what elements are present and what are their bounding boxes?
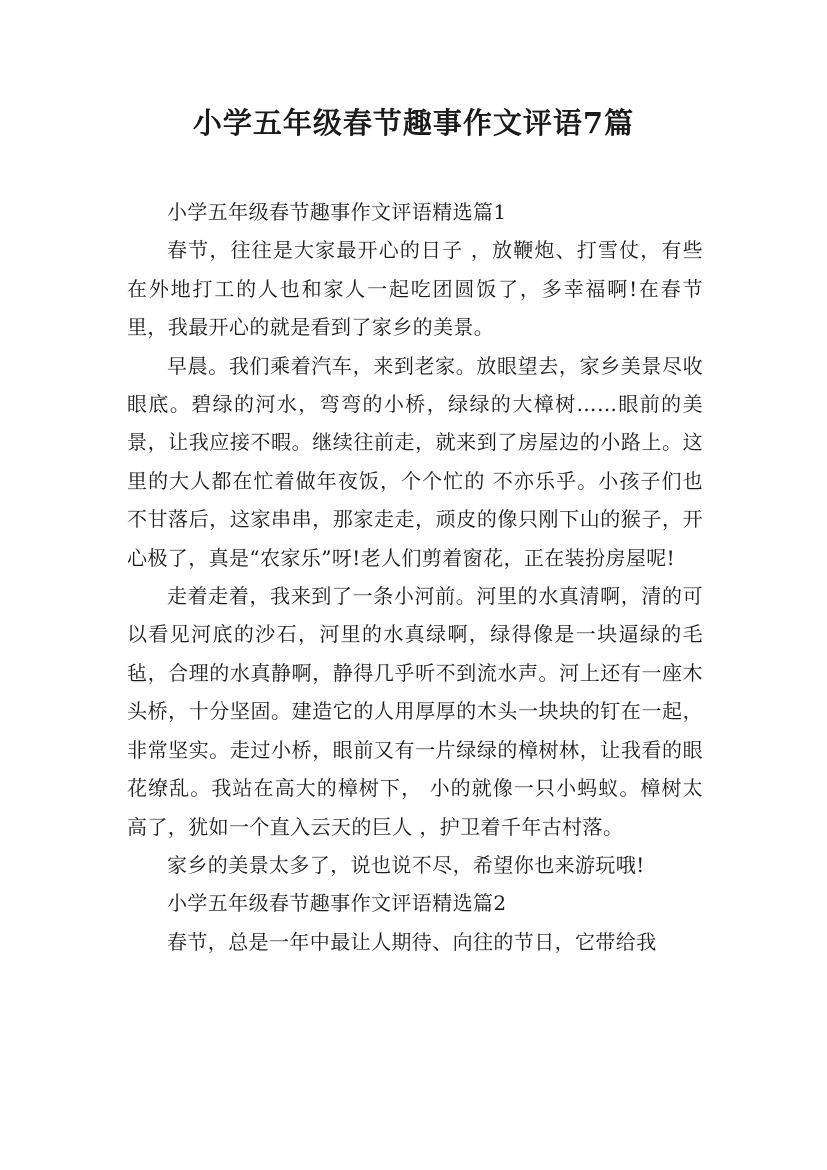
paragraph: 家乡的美景太多了，说也说不尽，希望你也来游玩哦! xyxy=(167,852,645,877)
section-heading-2: 小学五年级春节趣事作文评语精选篇2 xyxy=(167,891,507,916)
document-title: 小学五年级春节趣事作文评语7篇 xyxy=(192,106,635,140)
paragraph: 春节，往往是大家最开心的日子 ，放鞭炮、打雪仗，有些在外地打工的人也和家人一起吃团圆饭了，多幸福啊!在春节里，我最开心的就是看到了家乡的美景。 xyxy=(127,238,703,340)
paragraph: 春节，总是一年中最让人期待、向往的节日，它带给我 xyxy=(167,929,657,954)
section-heading-1: 小学五年级春节趣事作文评语精选篇1 xyxy=(167,200,507,224)
document-body xyxy=(127,193,703,961)
paragraph: 早晨。我们乘着汽车，来到老家。放眼望去，家乡美景尽收眼底。碧绿的河水，弯弯的小桥，绿绿的大樟树……眼前的美景，让我应接不暇。继续往前走，就来到了房屋边的小路上。这里的大人都在忙着做年夜饭，个个忙的 不亦乐乎。小孩子们也不甘落后，这家串串，那家走走，顽皮的像只刚下山的猴子，开心极了，真是“农家乐”呀!老人们剪着窗花，正在装扮房屋呢! xyxy=(127,353,703,570)
paragraph: 走着走着，我来到了一条小河前。河里的水真清啊，清的可以看见河底的沙石，河里的水真绿啊，绿得像是一块逼绿的毛毡，合理的水真静啊，静得几乎听不到流水声。河上还有一座木头桥，十分坚固。建造它的人用厚厚的木头一块块的钉在一起，非常坚实。走过小桥，眼前又有一片绿绿的樟树林，让我看的眼花缭乱。我站在高大的樟树下， 小的就像一只小蚂蚁。樟树太高了，犹如一个直入云天的巨人 ，护卫着千年古村落。 xyxy=(127,584,703,839)
